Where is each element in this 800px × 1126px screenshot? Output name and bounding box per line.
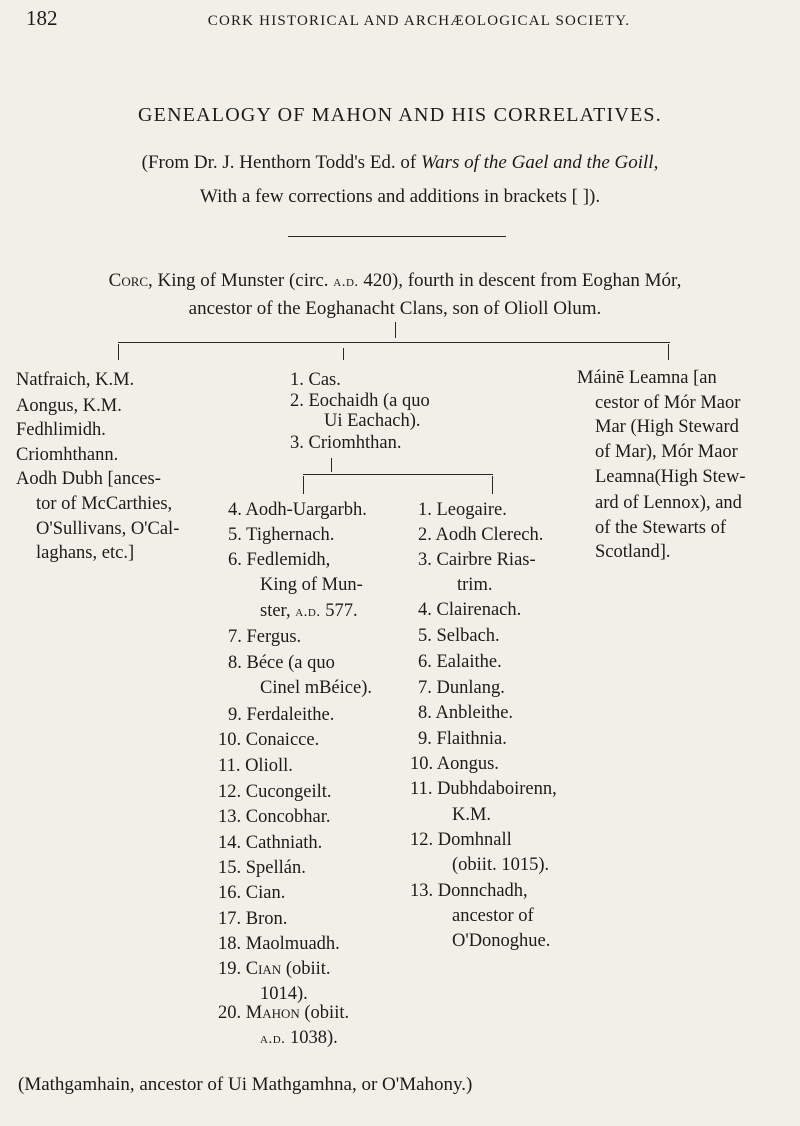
lineage-entry: 9. Flaithnia.: [418, 729, 507, 749]
right-line: Máinē Leamna [an: [577, 368, 717, 388]
lineage-entry: 6. Fedlemidh,: [228, 550, 331, 570]
lineage-entry: [218, 1003, 349, 1024]
tree-branch-2: [303, 474, 493, 475]
intro-text-end: 420), fourth in descent from Eoghan Mór,: [358, 270, 682, 291]
lineage-entry: 1014).: [260, 984, 308, 1004]
left-line: laghans, etc.]: [36, 543, 135, 563]
lineage-entry: King of Mun-: [260, 575, 363, 595]
lineage-text: (obiit.: [299, 1003, 350, 1023]
left-line: Aodh Dubh [ances-: [16, 469, 161, 489]
tree-drop-left: [118, 344, 119, 360]
lineage-entry: 8. Béce (a quo: [228, 653, 335, 673]
lineage-entry: 9. Ferdaleithe.: [228, 705, 335, 725]
lineage-entry: 1. Leogaire.: [418, 500, 507, 520]
lineage-entry: 2. Aodh Clerech.: [418, 525, 544, 545]
middle-line: 3. Criomhthan.: [290, 433, 402, 453]
ad-label: a.d.: [260, 1031, 286, 1047]
lineage-entry: 8. Anbleithe.: [418, 703, 514, 723]
intro-line-2: ancestor of the Eoghanacht Clans, son of Olioll Olum.: [188, 298, 602, 319]
lineage-entry: 11. Dubhdaboirenn,: [410, 779, 557, 799]
middle-line: Ui Eachach).: [324, 411, 421, 431]
left-line: Fedhlimidh.: [16, 420, 106, 440]
page-title: GENEALOGY OF MAHON AND HIS CORRELATIVES.: [138, 104, 662, 126]
lineage-entry: 7. Fergus.: [228, 627, 302, 647]
lineage-entry: 3. Cairbre Rias-: [418, 550, 536, 570]
tree-drop-right: [668, 344, 669, 360]
ad-label: a.d.: [295, 604, 321, 620]
right-line: ard of Lennox), and: [595, 493, 742, 513]
footer-note: (Mathgamhain, ancestor of Ui Mathgamhna, or O'Mahony.): [18, 1074, 473, 1095]
lineage-entry: [260, 601, 358, 622]
right-line: cestor of Mór Maor: [595, 393, 741, 413]
lineage-entry: Cinel mBéice).: [260, 678, 372, 698]
tree-drop-aodh: [303, 476, 304, 494]
right-line: of Mar), Mór Maor: [595, 442, 738, 462]
lineage-entry: 10. Conaicce.: [218, 730, 320, 750]
source-line-2: With a few corrections and additions in brackets [ ]).: [199, 186, 601, 207]
middle-line: 1. Cas.: [290, 370, 341, 390]
lineage-entry: 4. Aodh-Uargarbh.: [228, 500, 367, 520]
lineage-entry: 14. Cathniath.: [218, 833, 323, 853]
lineage-entry: 17. Bron.: [218, 909, 288, 929]
lineage-entry: 18. Maolmuadh.: [218, 934, 340, 954]
lineage-entry: 15. Spellán.: [218, 858, 306, 878]
corc-name: Corc: [108, 270, 149, 291]
left-line: Aongus, K.M.: [16, 396, 122, 416]
section-rule: [288, 236, 506, 237]
right-line: Scotland].: [595, 542, 671, 562]
lineage-entry: 6. Ealaithe.: [418, 652, 502, 672]
tree-stem-2: [331, 458, 332, 472]
source-suffix: ,: [653, 152, 659, 173]
tree-drop-middle: [343, 348, 344, 360]
tree-drop-leogaire: [492, 476, 493, 494]
left-line: O'Sullivans, O'Cal-: [36, 519, 180, 539]
lineage-number: 19.: [218, 959, 246, 979]
lineage-text: (obiit.: [281, 959, 331, 979]
running-head: [26, 6, 740, 31]
lineage-entry: 12. Domhnall: [410, 830, 512, 850]
lineage-entry: ancestor of: [452, 906, 534, 926]
lineage-year: 577.: [320, 601, 358, 621]
lineage-entry: [260, 1028, 338, 1049]
lineage-entry: 5. Selbach.: [418, 626, 500, 646]
left-line: Natfraich, K.M.: [16, 370, 135, 390]
lineage-year: 1038).: [285, 1028, 338, 1048]
lineage-text: ster,: [260, 601, 296, 621]
left-line: Criomhthann.: [16, 445, 119, 465]
source-prefix: (From Dr. J. Henthorn Todd's Ed. of: [141, 152, 421, 173]
lineage-entry: (obiit. 1015).: [452, 855, 550, 875]
intro-text: , King of Munster (circ.: [148, 270, 334, 291]
lineage-entry: [218, 959, 331, 980]
ad-label: a.d.: [333, 274, 359, 290]
source-line-1: [0, 152, 800, 174]
tree-stem: [395, 322, 396, 338]
tree-branch-top: [118, 342, 670, 343]
cian-name: Cian: [245, 959, 282, 979]
lineage-entry: 13. Donnchadh,: [410, 881, 528, 901]
mahon-name: Mahon: [245, 1003, 300, 1023]
page-number: 182: [26, 6, 58, 30]
lineage-number: 20.: [218, 1003, 246, 1023]
lineage-entry: 5. Tighernach.: [228, 525, 335, 545]
lineage-entry: 7. Dunlang.: [418, 678, 505, 698]
source-italic-title: Wars of the Gael and the Goill: [421, 152, 654, 173]
lineage-entry: 13. Concobhar.: [218, 807, 331, 827]
intro-line-1: [10, 270, 780, 292]
lineage-entry: 12. Cucongeilt.: [218, 782, 332, 802]
right-line: Leamna(High Stew-: [595, 467, 746, 487]
journal-title: CORK HISTORICAL AND ARCHÆOLOGICAL SOCIETY.: [207, 13, 631, 29]
lineage-entry: 16. Cian.: [218, 883, 286, 903]
middle-line: 2. Eochaidh (a quo: [290, 391, 430, 411]
lineage-entry: trim.: [457, 575, 493, 595]
lineage-entry: 11. Olioll.: [218, 756, 293, 776]
left-line: tor of McCarthies,: [36, 494, 173, 514]
lineage-entry: 10. Aongus.: [410, 754, 499, 774]
lineage-entry: K.M.: [452, 805, 492, 825]
right-line: Mar (High Steward: [595, 417, 739, 437]
lineage-entry: 4. Clairenach.: [418, 600, 522, 620]
lineage-entry: O'Donoghue.: [452, 931, 551, 951]
right-line: of the Stewarts of: [595, 518, 727, 538]
